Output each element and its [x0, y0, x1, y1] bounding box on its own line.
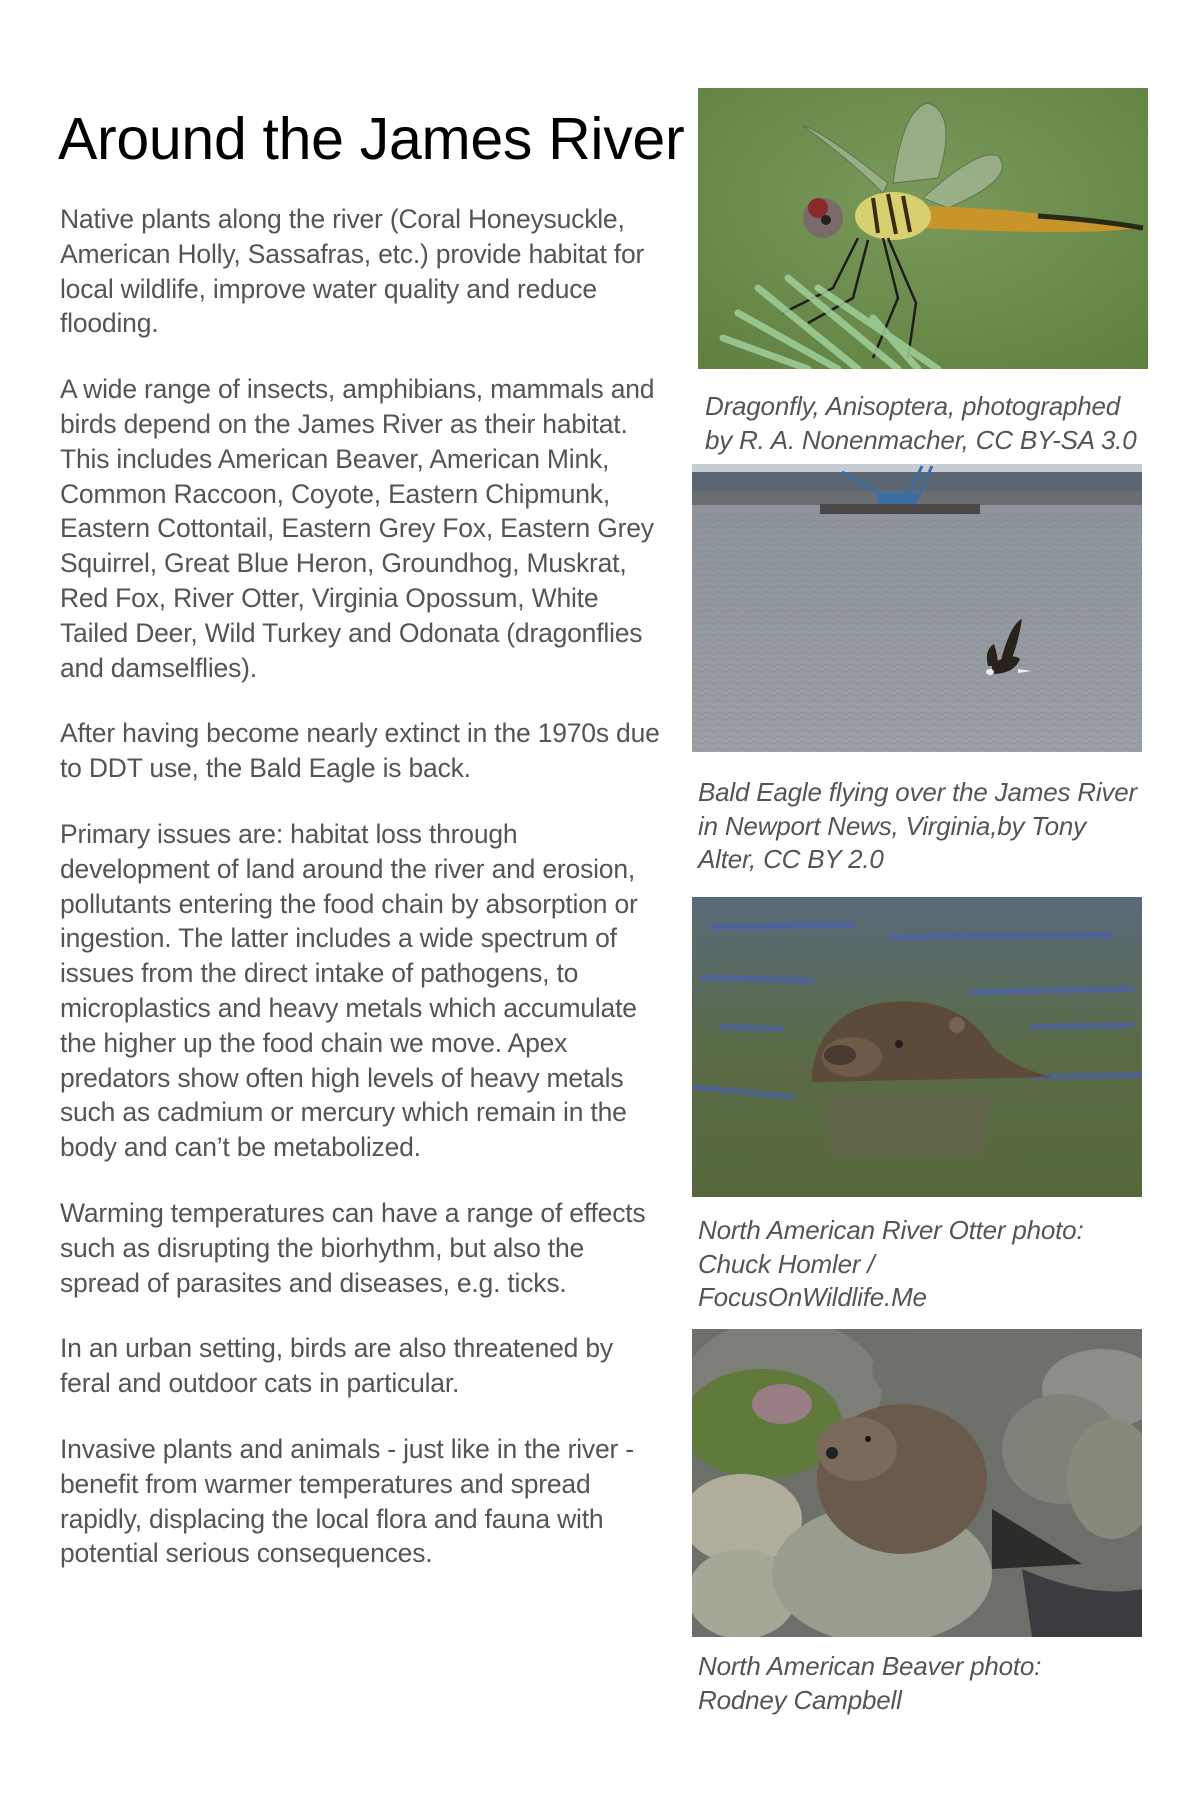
caption-line: Alter, CC BY 2.0	[698, 844, 884, 874]
caption-line: Rodney Campbell	[698, 1684, 902, 1715]
dragonfly-photo	[698, 88, 1148, 369]
paragraph-urban: In an urban setting, birds are also threatened by feral and outdoor cats in particular.	[60, 1333, 613, 1399]
beaver-photo	[692, 1329, 1142, 1637]
paragraph-wildlife: A wide range of insects, amphibians, mammals and birds depend on the James River as their habitat. This includes American Beaver, American Mink, Common Raccoon, Coyote, Eastern Chipmunk, Eastern Cottontail, Eastern Grey Fox, Eastern Grey Squirrel, Great Blue Heron, Groundhog, Muskrat, Red Fox, River Otter, Virginia Opossum, White Tailed Deer, Wild Turkey and Odonata (dragonflies and damselflies).	[60, 374, 655, 683]
dragonfly-caption	[705, 390, 1137, 457]
beaver-caption	[698, 1650, 1041, 1717]
bald-eagle-photo	[692, 464, 1142, 752]
river-otter-photo	[692, 897, 1142, 1197]
caption-line: in Newport News, Virginia,by Tony	[698, 810, 1086, 841]
bald-eagle-caption	[698, 776, 1137, 877]
caption-line: Dragonfly, Anisoptera, photographed	[705, 391, 1121, 421]
caption-line: North American Beaver photo:	[698, 1651, 1042, 1681]
caption-line: North American River Otter photo:	[698, 1215, 1084, 1245]
caption-line: Bald Eagle flying over the James River	[698, 777, 1137, 807]
paragraph-primary-issues: Primary issues are: habitat loss through development of land around the river and erosion, pollutants entering the food chain by absorption or ingestion. The latter includes a wide spectrum of issues from the direct intake of pathogens, to microplastics and heavy metals which accumulate the higher up the food chain we move. Apex predators show often high levels of heavy metals such as cadmium or mercury which remain in the body and can’t be metabolized.	[60, 818, 638, 1163]
page-title: Around the James River	[58, 106, 685, 172]
paragraph-warming: Warming temperatures can have a range of effects such as disrupting the biorhythm, but also the spread of parasites and diseases, e.g. ticks.	[60, 1197, 646, 1298]
paragraph-invasive: Invasive plants and animals - just like in the river - benefit from warmer temperatures and spread rapidly, displacing the local flora and fauna with potential serious consequences.	[60, 1433, 634, 1569]
caption-line: Chuck Homler /	[698, 1248, 875, 1279]
paragraph-native-plants: Native plants along the river (Coral Honeysuckle, American Holly, Sassafras, etc.) provide habitat for local wildlife, improve water quality and reduce flooding.	[60, 204, 645, 339]
river-otter-caption	[698, 1214, 1083, 1315]
caption-line: FocusOnWildlife.Me	[698, 1282, 927, 1312]
caption-line: by R. A. Nonenmacher, CC BY-SA 3.0	[705, 424, 1137, 455]
body-text-column	[60, 202, 660, 1602]
paragraph-bald-eagle: After having become nearly extinct in the 1970s due to DDT use, the Bald Eagle is back.	[60, 718, 660, 784]
